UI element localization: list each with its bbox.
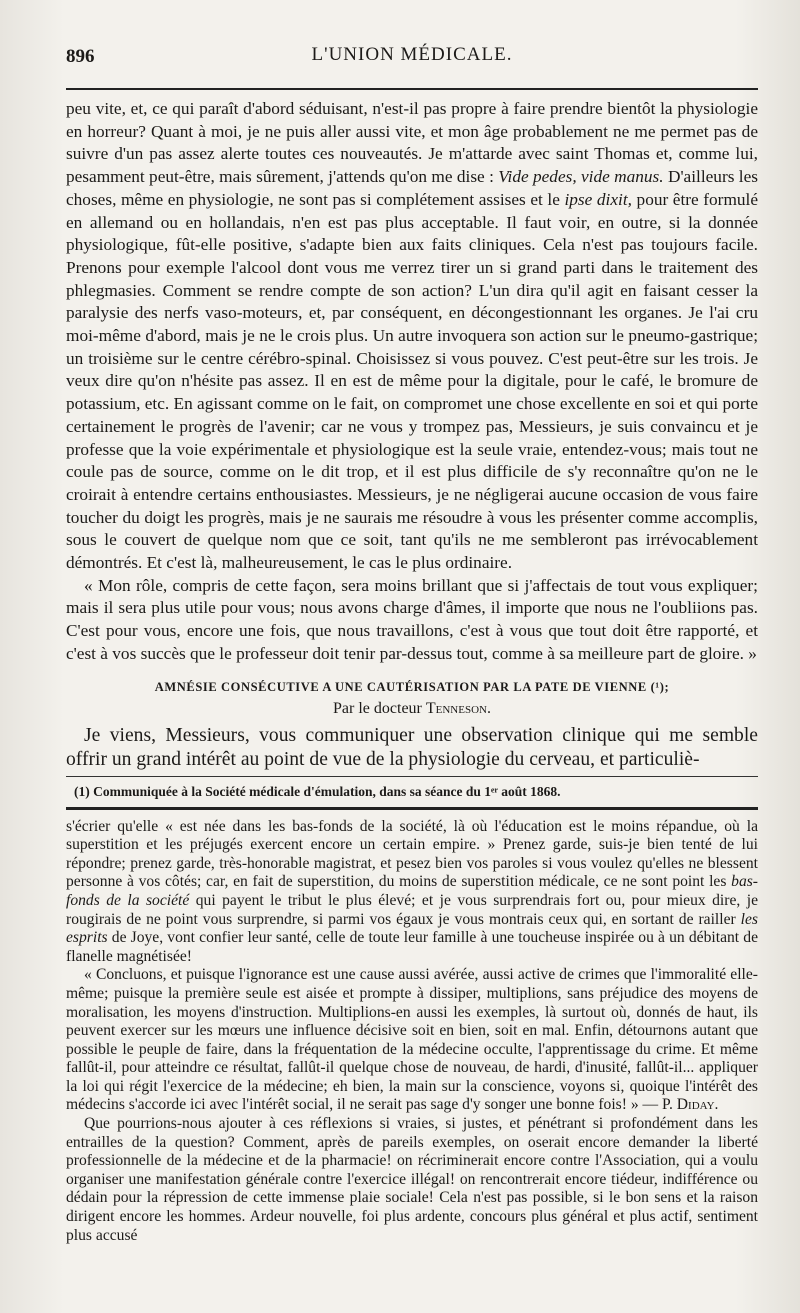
footnote: (1) Communiquée à la Société médicale d'émulation, dans sa séance du 1ᵉʳ août 1868. [74,783,561,799]
latin-phrase: ipse dixit, [564,189,632,209]
signature: P. Diday. [662,1096,719,1114]
page-number: 896 [66,46,95,67]
paragraph: peu vite, et, ce qui paraît d'abord séduisant, n'est-il pas propre à faire prendre bientôt la physiologie en horreur? Quant à moi, je ne puis aller aussi vite, et mon âge probablement ne me permet pas de suivre d'un pas assez alerte toutes ces nouveautés. Je m'attarde avec saint Thomas et, comme lui, pesamment peut-être, mais sûrement, j'attends qu'on me dise : Vide pedes, vide manus. D'ailleurs les choses, même en physiologie, ne sont pas si complétement assises et le ipse dixit, pour être formulé en allemand ou en hollandais, n'en est pas plus acceptable. Il faut voir, en outre, si la donnée physiologique, fût-elle positive, s'adapte bien aux faits cliniques. Cela n'est pas toujours facile. Prenons pour exemple l'alcool dont vous me verrez tirer un si grand parti dans le traitement des phlegmasies. Comment se rendre compte de son action? L'un dira qu'il agit en faisant cesser la paralysie des nerfs vaso-moteurs, et, par conséquent, en décongestionnant les organes. Je l'ai cru moi-même d'abord, mais je ne le crois plus. Un autre invoquera son action sur le pneumo-gastrique; un troisième sur le centre cérébro-spinal. Choisissez si vous pouvez. C'est peut-être sur les trois. Je veux dire qu'on n'hésite pas assez. Il en est de même pour la digitale, pour le café, le bromure de potassium, etc. En agissant comme on le fait, on compromet une chose excellente en soi et qui porte certainement le progrès de l'avenir; car ne vous y trompez pas, Messieurs, je suis convaincu et je professe que la voie expérimentale et physiologique est la seule vraie, entendez-vous; mais tout ne coule pas de source, comme on le dit trop, et il est plus difficile de s'y reconnaître qu'on ne le croirait à entendre certains enthousiastes. Messieurs, je ne négligerai aucune occasion de vous faire toucher du doigt les progrès, mais je ne saurais me résoudre à vous les présenter comme accomplis, sous le couvert de quelque nom que ce soit, tant qu'ils ne me sembleront pas irrévocablement démontrés. Et c'est là, malheureusement, le cas le plus ordinaire. [66,99,759,573]
italic-phrase: bas-fonds de la société [66,873,758,909]
running-title: L'UNION MÉDICALE. [311,44,513,65]
page-header [66,36,758,68]
footnote-rule [66,776,758,777]
paragraph: Que pourrions-nous ajouter à ces réflexions si vraies, si justes, et pénétrant si profondément dans les entrailles de la question? Comment, après de pareils exemples, on oserait encore demander la liberté professionnelle de la médecine et de la pharmacie! on récriminerait encore contre l'Association, qui a voulu organiser une manifestation générale contre l'exercice illégal! on rencontrerait encore tiédeur, indifférence ou dédain pour la répression de cette immense plaie sociale! Cela n'est pas possible, si le bon sens et la raison dirigent encore les hommes. Ardeur nouvelle, foi plus ardente, concours plus général et plus actif, sentiment plus accusé [66,1115,758,1244]
article-intro: Je viens, Messieurs, vous communiquer une observation clinique qui me semble offrir un grand intérêt au point de vue de la physiologie du cerveau, et particuliè- [66,724,758,770]
lower-column-text [66,818,758,1246]
section-rule [66,807,758,810]
paragraph: s'écrier qu'elle « est née dans les bas-fonds de la société, là où l'éducation est le moins répandue, où la superstition et les préjugés exercent encore un certain empire. » Prenez garde, suis-je bien tenté de lui répondre; prenez garde, très-honorable magistrat, et pesez bien vos paroles si vous voulez qu'elles ne blessent personne à vos côtés; car, en fait de superstition, du moins de superstition médicale, ce ne sont point les bas-fonds de la société qui payent le tribut le plus élevé; et je vous surprendrais fort ou, pour mieux dire, je rougirais de ne point vous surprendre, si parmi vos égaux je vous montrais ceux qui, en sortant de railler les esprits de Joye, vont confier leur santé, celle de toute leur famille à une toucheuse inspirée ou à un débitant de flanelle magnétisée! [66,817,758,965]
article-title: AMNÉSIE CONSÉCUTIVE A UNE CAUTÉRISATION PAR LA PATE DE VIENNE (¹); [154,679,670,694]
italic-phrase: les esprits [66,910,758,947]
author-name: Tenneson. [425,699,491,717]
article-byline: Par le docteur Tenneson. [333,699,491,717]
paragraph: « Concluons, et puisque l'ignorance est une cause aussi avérée, aussi active de crimes que l'immoralité elle-même; puisque la première seule est aisée et prompte à dissiper, multiplions, sans préjudice des moyens de moralisation, les moyens d'instruction. Multiplions-en aussi les exemples, là surtout où, donnés de haut, ils peuvent exercer sur les mœurs une influence décisive soit en bien, soit en mal. Enfin, détournons autant que possible le peuple de faire, dans la fréquentation de la médecine occulte, l'apprentissage du crime. Et même fallût-il, pour atteindre ce résultat, fallût-il quelque chose de nouveau, de hardi, d'inusité, fallût-il... appliquer la loi qui régit l'exercice de la médecine; eh bien, la main sur la conscience, voyons si, quoique l'intérêt des médecins s'accorde ici avec l'intérêt social, il ne serait pas sage d'y songer une bonne fois! » — P. Diday. [66,966,758,1114]
upper-article-text [66,98,758,666]
header-rule [66,88,758,90]
latin-quote: Vide pedes, vide manus. [498,167,664,187]
paragraph: « Mon rôle, compris de cette façon, sera moins brillant que si j'affectais de tout vous expliquer; mais il sera plus utile pour vous; nous avons charge d'âmes, il importe que nous ne l'oubliions pas. C'est pour vous, encore une fois, que nous travaillons, c'est à vous que tout doit être rapporté, et c'est à vos succès que le professeur doit tenir par-dessus tout, comme à sa meilleure part de gloire. » [66,575,758,663]
